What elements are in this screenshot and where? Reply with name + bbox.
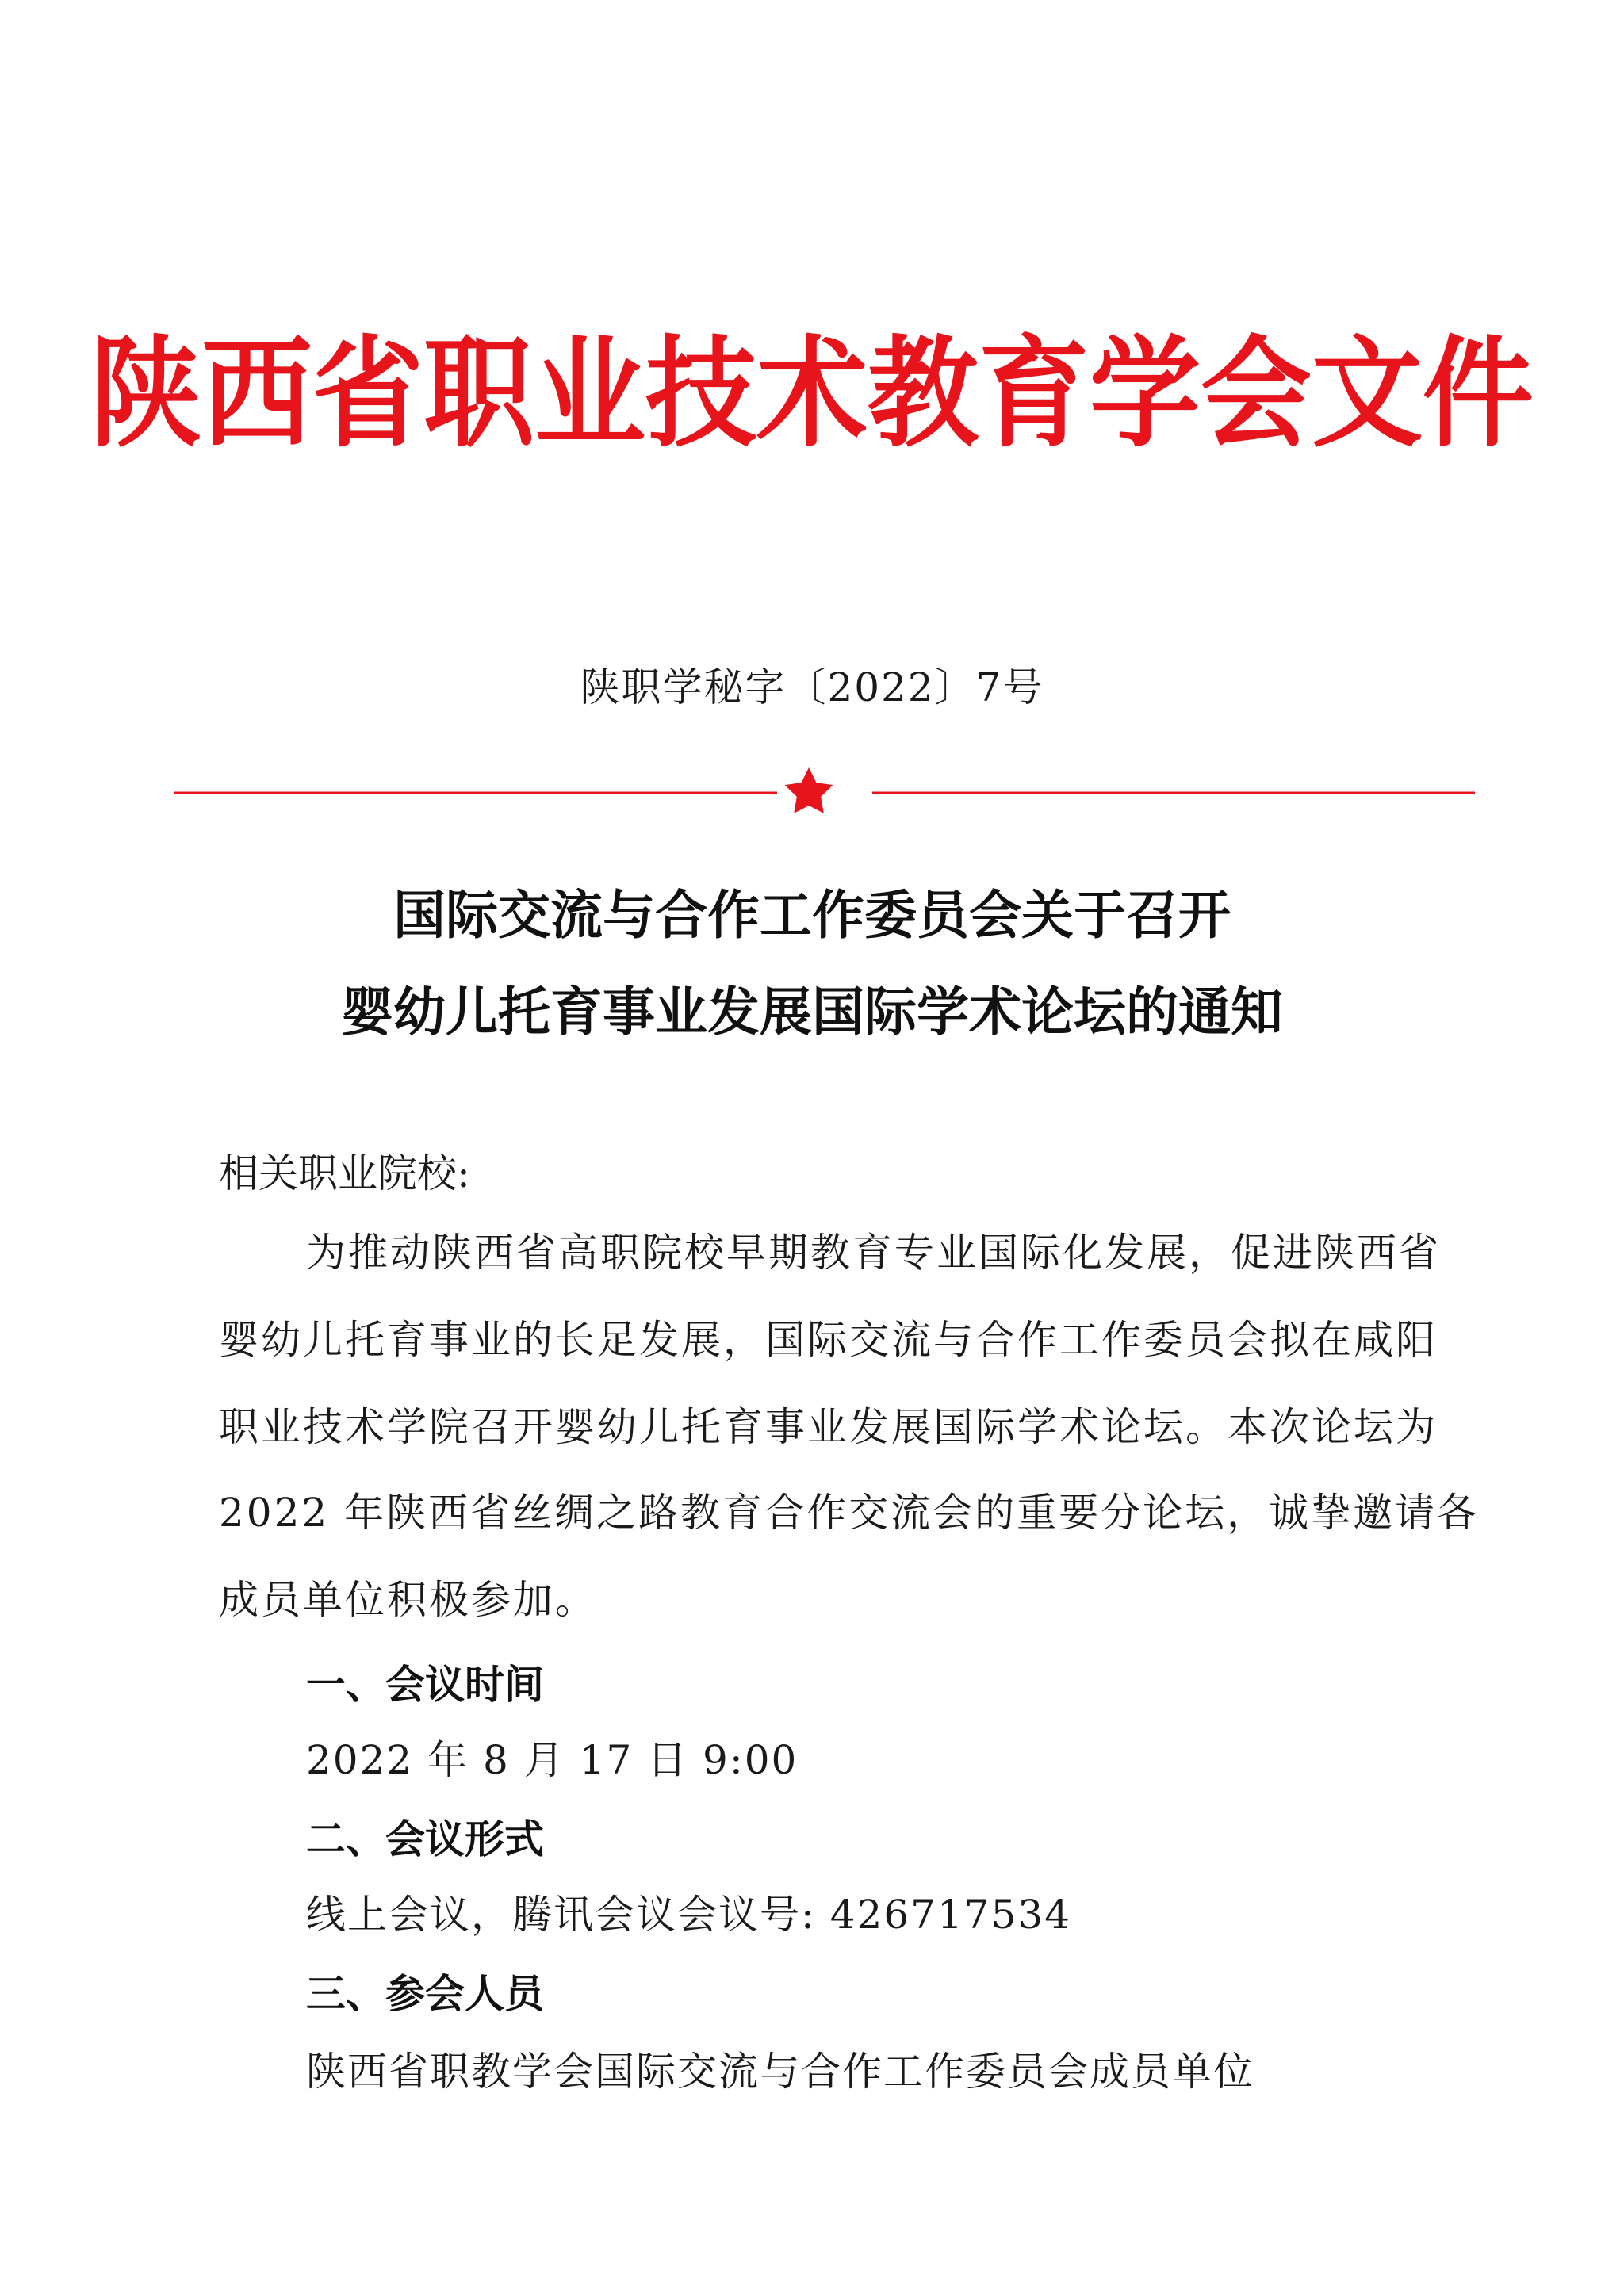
paragraph-line: 职业技术学院召开婴幼儿托育事业发展国际学术论坛。本次论坛为 (219, 1404, 1438, 1450)
salutation: 相关职业院校: (219, 1150, 470, 1196)
paragraph-line: 2022 年陕西省丝绸之路教育合作交流会的重要分论坛，诚挚邀请各 (219, 1490, 1480, 1536)
section-heading-attendees: 三、参会人员 (306, 1971, 544, 2017)
meeting-format: 线上会议，腾讯会议会议号: 426717534 (306, 1892, 1072, 1938)
star-icon (785, 767, 833, 813)
paragraph-line: 为推动陕西省高职院校早期教育专业国际化发展，促进陕西省 (306, 1230, 1441, 1276)
masthead-title: 陕西省职业技术教育学会文件 (90, 324, 1534, 465)
section-heading-format: 二、会议形式 (306, 1816, 544, 1862)
red-divider (174, 761, 1475, 825)
paragraph-line: 婴幼儿托育事业的长足发展，国际交流与合作工作委员会拟在咸阳 (219, 1317, 1438, 1363)
paragraph-line: 成员单位积极参加。 (219, 1577, 597, 1623)
section-heading-time: 一、会议时间 (306, 1662, 544, 1708)
notice-title-line-2: 婴幼儿托育事业发展国际学术论坛的通知 (341, 982, 1283, 1043)
meeting-time: 2022 年 8 月 17 日 9:00 (306, 1737, 799, 1783)
attendees: 陕西省职教学会国际交流与合作工作委员会成员单位 (306, 2049, 1254, 2095)
notice-title-line-1: 国际交流与合作工作委员会关于召开 (393, 885, 1231, 946)
document-number: 陕职学秘字〔2022〕7号 (580, 664, 1044, 710)
